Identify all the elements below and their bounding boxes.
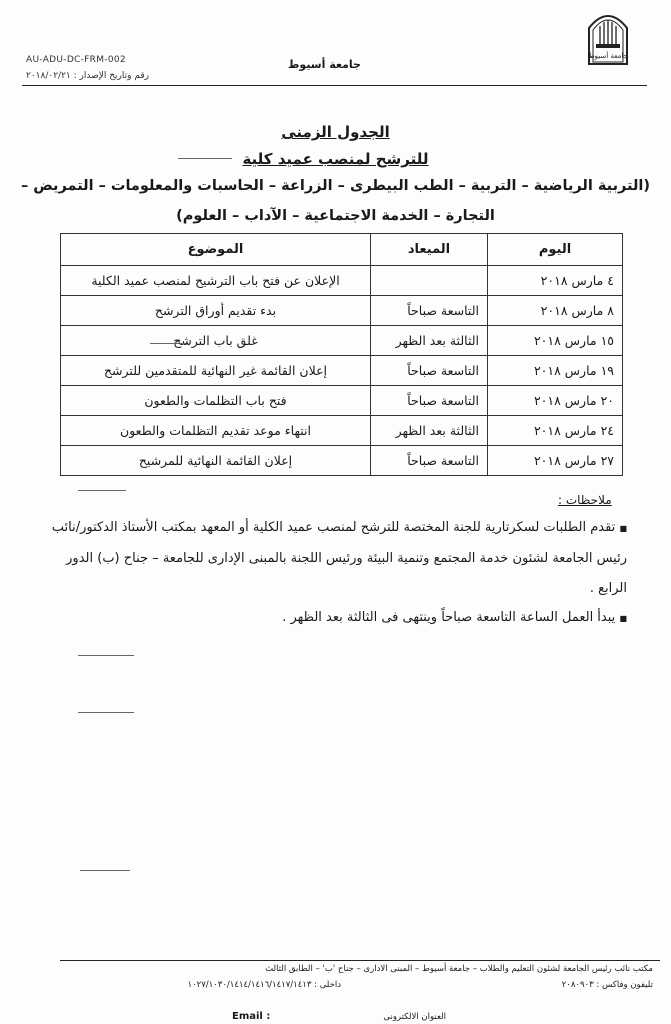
scan-mark (78, 490, 126, 491)
scan-mark (178, 158, 232, 159)
bullet-icon: ■ (619, 524, 627, 533)
cell-time: التاسعة صباحاً (371, 386, 488, 416)
note-item (47, 513, 627, 604)
cell-topic: الإعلان عن فتح باب الترشيح لمنصب عميد الكلية (61, 266, 371, 296)
logo-lettering: جامعة أسيوط (588, 52, 628, 60)
schedule-table (60, 233, 623, 476)
bullet-icon: ■ (619, 614, 627, 623)
scan-mark (150, 343, 186, 344)
note-item (47, 603, 627, 634)
page-title: الجدول الزمنى (281, 123, 390, 141)
table-row (61, 266, 623, 296)
cell-day: ٤ مارس ٢٠١٨ (488, 266, 623, 296)
cell-topic: انتهاء موعد تقديم التظلمات والطعون (61, 416, 371, 446)
cell-topic: بدء تقديم أوراق الترشح (61, 296, 371, 326)
scan-mark (78, 712, 134, 713)
cell-day: ٢٠ مارس ٢٠١٨ (488, 386, 623, 416)
cell-topic: غلق باب الترشح (61, 326, 371, 356)
header-time: الميعاد (371, 234, 488, 266)
cell-day: ٢٤ مارس ٢٠١٨ (488, 416, 623, 446)
cell-time: الثالثة بعد الظهر (371, 416, 488, 446)
header-topic: الموضوع (61, 234, 371, 266)
table-row (61, 416, 623, 446)
cell-topic: إعلان القائمة النهائية للمرشيح (61, 446, 371, 476)
form-code: AU-ADU-DC-FRM-002 (26, 55, 126, 65)
cell-time: التاسعة صباحاً (371, 296, 488, 326)
note-text: تقدم الطلبات لسكرتارية للجنة المختصة للترشح لمنصب عميد الكلية أو المعهد بمكتب الأستاذ الدكتور/نائب رئيس الجامعة لشئون خدمة المجتمع وتنمية البيئة ورئيس اللجنة بالمبنى الإدارى للجامعة – جناح (ب) الدور الرابع . (51, 520, 627, 596)
cell-day: ١٥ مارس ٢٠١٨ (488, 326, 623, 356)
cell-time: التاسعة صباحاً (371, 446, 488, 476)
table-row (61, 326, 623, 356)
notes-title: ملاحظات : (558, 493, 612, 507)
university-logo (583, 4, 633, 68)
scan-mark (80, 870, 130, 871)
header-divider (22, 85, 647, 86)
cell-time: الثالثة بعد الظهر (371, 326, 488, 356)
footer-email-label-ar: العنوان الالكترونى (383, 1012, 446, 1022)
table-row (61, 296, 623, 326)
note-text: يبدأ العمل الساعة التاسعة صباحاً وينتهى فى الثالثة بعد الظهر . (282, 610, 616, 625)
cell-day: ٢٧ مارس ٢٠١٨ (488, 446, 623, 476)
footer-divider (60, 960, 660, 961)
faculties-line-1: (التربية الرياضية – التربية – الطب البيطرى – الزراعة – الحاسبات والمعلومات – التمريض – (20, 178, 651, 194)
footer-phone: تليفون وفاكس : ٢٠٨٠٩٠٣ (561, 980, 653, 990)
cell-day: ٨ مارس ٢٠١٨ (488, 296, 623, 326)
cell-topic: فتح باب التظلمات والطعون (61, 386, 371, 416)
table-row (61, 386, 623, 416)
cell-topic: إعلان القائمة غير النهائية للمتقدمين للترشح (61, 356, 371, 386)
table-header-row (61, 234, 623, 266)
table-row (61, 446, 623, 476)
page-subtitle: للترشح لمنصب عميد كلية (242, 150, 429, 168)
faculties-line-2: التجارة – الخدمة الاجتماعية – الآداب – العلوم) (176, 208, 495, 224)
header-day: اليوم (488, 234, 623, 266)
scan-mark (78, 655, 134, 656)
cell-day: ١٩ مارس ٢٠١٨ (488, 356, 623, 386)
table-row (61, 356, 623, 386)
university-name: جامعة أسيوط (288, 58, 361, 71)
footer-email-label: Email : (232, 1011, 271, 1022)
footer-address: مكتب نائب رئيس الجامعة لشئون التعليم والطلاب – جامعة أسيوط – المبنى الادارى – جناح 'ب' – الطابق الثالث (265, 964, 653, 974)
cell-time: التاسعة صباحاً (371, 356, 488, 386)
footer-internal: داخلى : ١٠٢٧/١٠٣٠/١٤١٤/١٤١٦/١٤١٧/١٤١٣ (187, 980, 341, 990)
issue-date: رقم وتاريخ الإصدار : ٢٠١٨/٠٢/٢١ (26, 71, 149, 81)
cell-time (371, 266, 488, 296)
